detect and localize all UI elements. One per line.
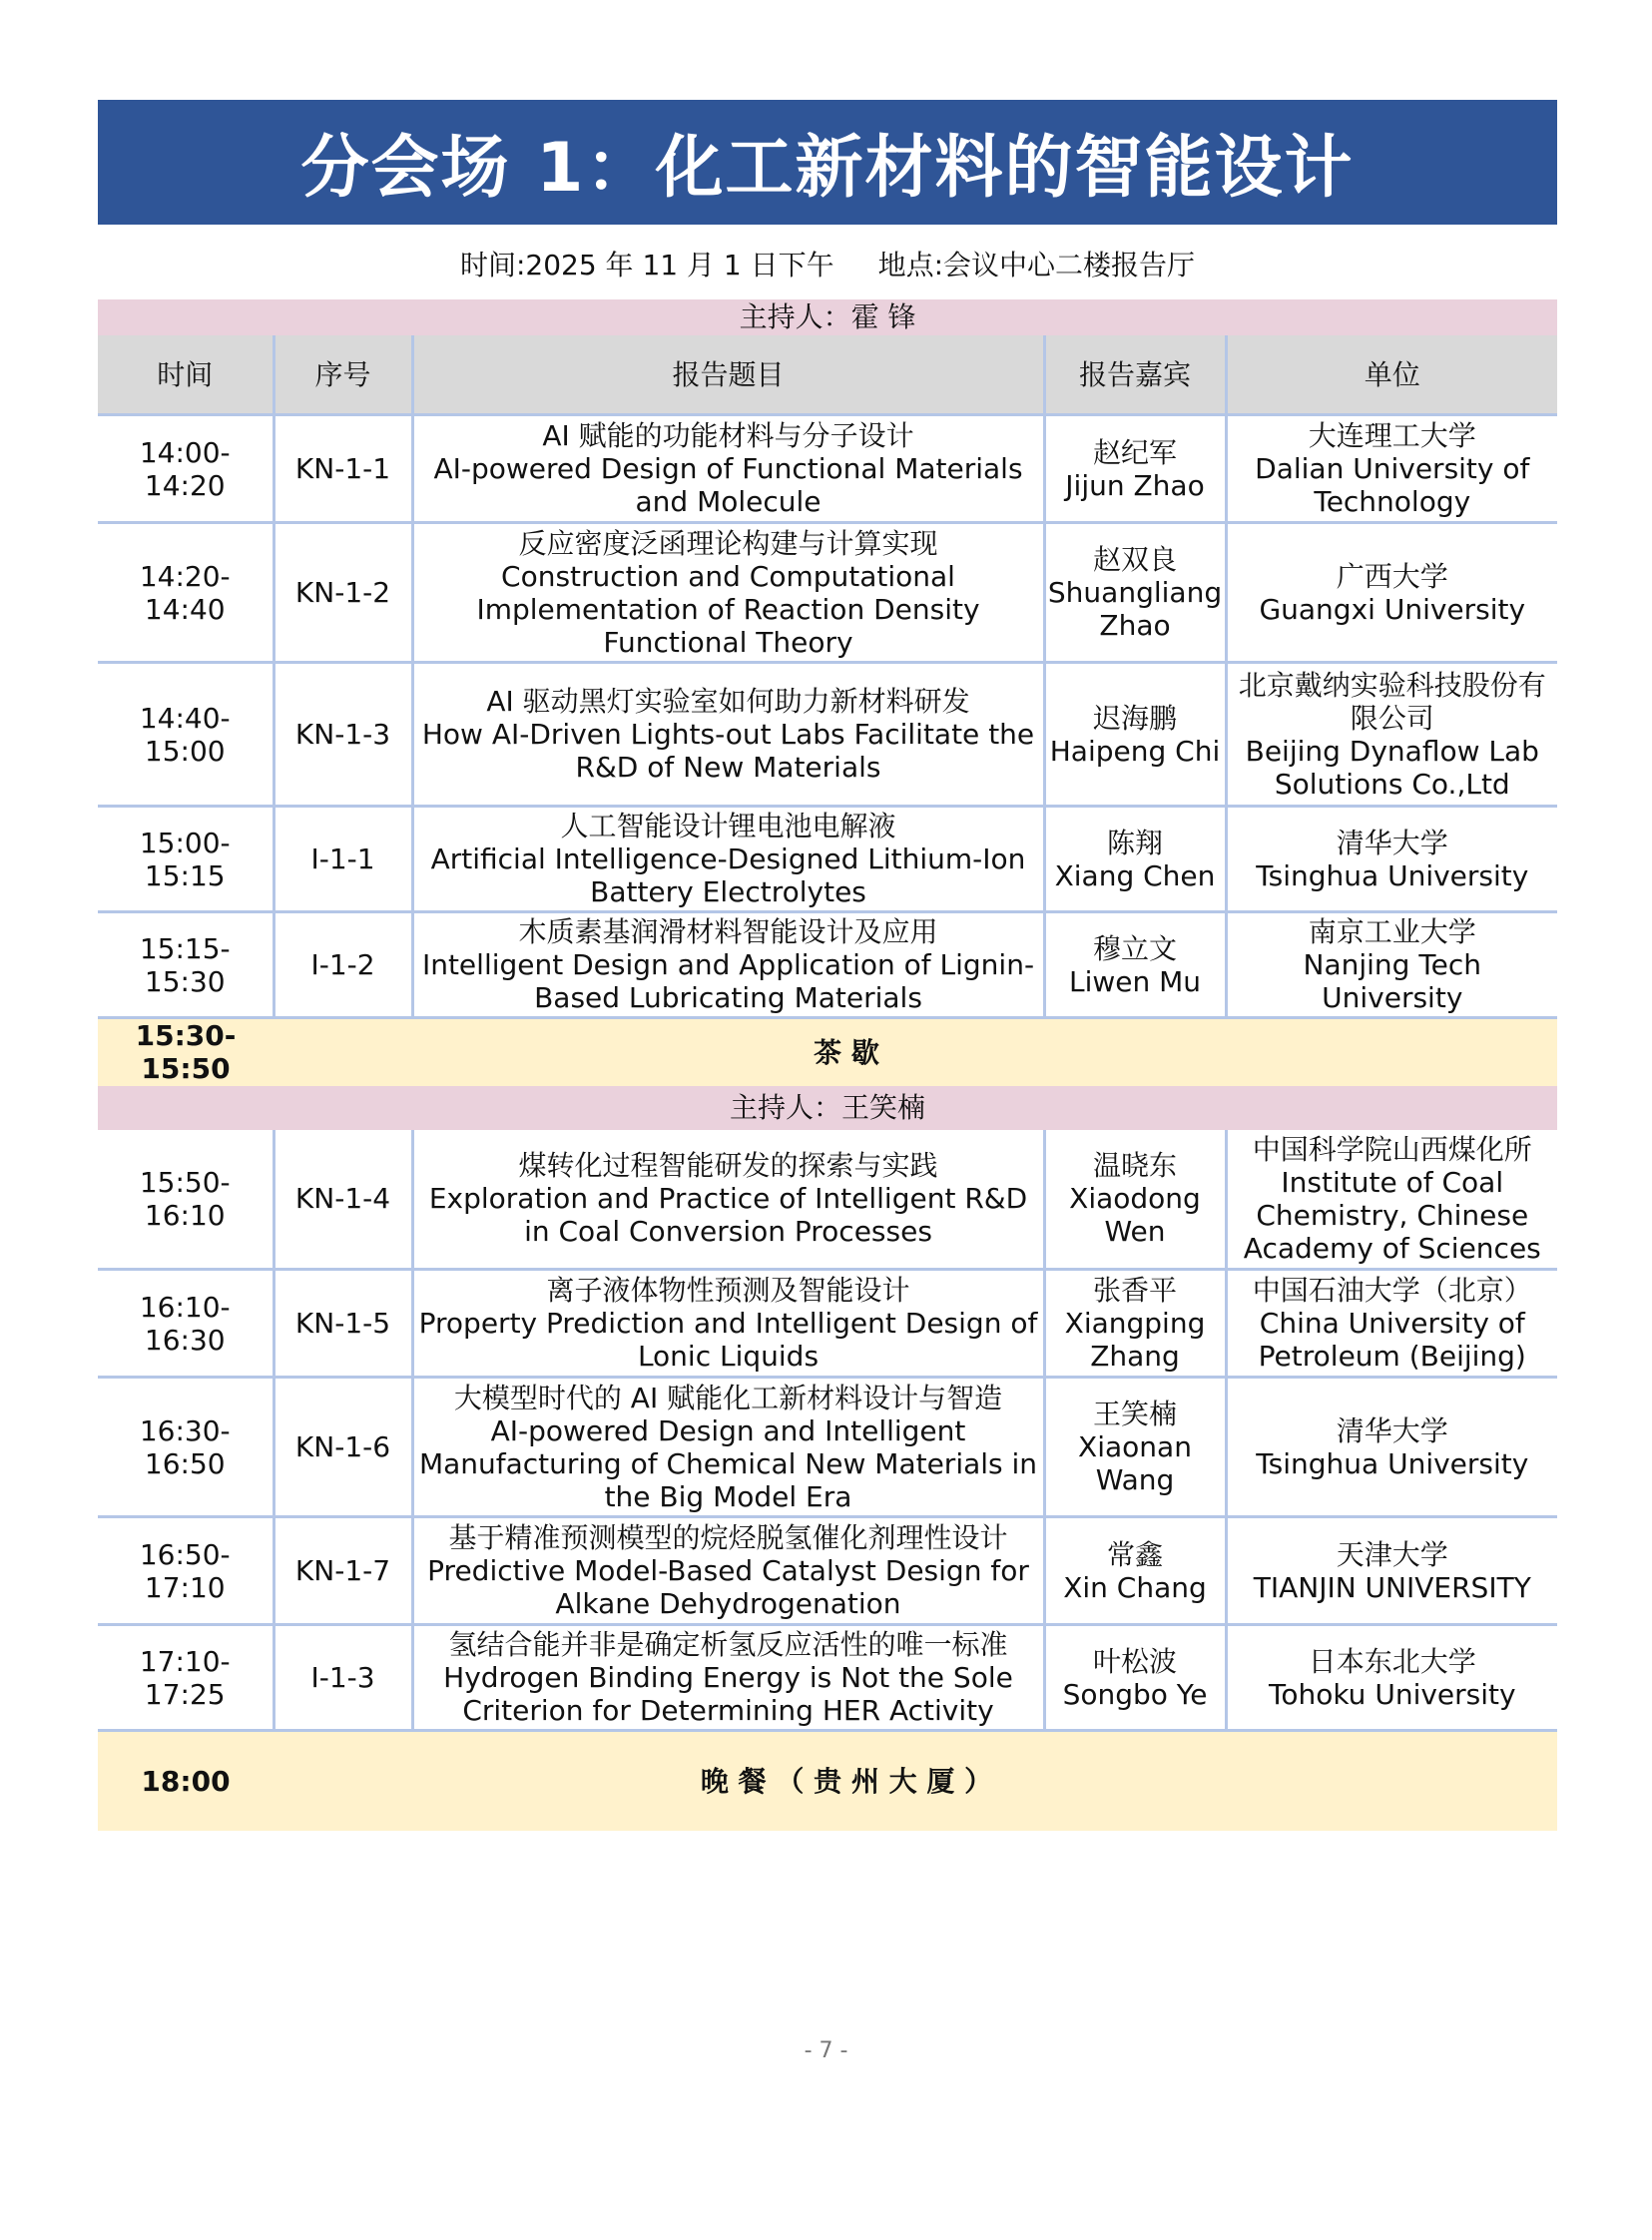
speaker-cn: 穆立文: [1092, 931, 1177, 965]
page-number: - 7 -: [804, 2038, 848, 2063]
table-row: [98, 1130, 1557, 1270]
talk-speaker: [1044, 1130, 1226, 1270]
session-info: [98, 244, 1557, 283]
affiliation-cn: 清华大学: [1336, 1413, 1448, 1447]
talk-time: [98, 1625, 274, 1731]
topic-cn: 煤转化过程智能研发的探索与实践: [518, 1149, 938, 1183]
affiliation-en: Tsinghua University: [1256, 858, 1529, 892]
affiliation-cn: 北京戴纳实验科技股份有限公司: [1238, 668, 1546, 735]
topic-en: Intelligent Design and Application of Lignin-Based Lubricating Materials: [421, 948, 1035, 1014]
talk-time: [98, 807, 274, 912]
table-row: [98, 415, 1557, 523]
time-text: 14:40- 15:00: [139, 701, 231, 768]
affiliation-cn: 日本东北大学: [1308, 1644, 1476, 1678]
affiliation-cn: 中国石油大学（北京）: [1252, 1274, 1532, 1307]
talk-speaker: [1044, 523, 1226, 663]
dinner-row: [98, 1731, 1557, 1831]
table-row: [98, 1625, 1557, 1731]
talk-affiliation: [1226, 1378, 1557, 1517]
header-affiliation: 单位: [1226, 335, 1557, 415]
talk-topic: [412, 663, 1044, 807]
topic-cn: 反应密度泛函理论构建与计算实现: [518, 526, 938, 560]
speaker-en: Songbo Ye: [1062, 1677, 1208, 1711]
topic-en: Hydrogen Binding Energy is Not the Sole Criterion for Determining HER Activity: [443, 1661, 1013, 1727]
talk-topic: [412, 1517, 1044, 1625]
topic-en: AI-powered Design and Intelligent Manufacturing of Chemical New Materials in the Big Model Era: [418, 1413, 1038, 1513]
affiliation-en: Beijing Dynaflow Lab Solutions Co.,Ltd: [1245, 734, 1539, 801]
header-row: [98, 335, 1557, 415]
topic-cn: 大模型时代的 AI 赋能化工新材料设计与智造: [453, 1381, 1003, 1414]
talk-time: [98, 523, 274, 663]
talk-time: [98, 912, 274, 1018]
speaker-cn: 迟海鹏: [1092, 701, 1177, 735]
time-text: 15:50- 16:10: [139, 1165, 231, 1232]
topic-en: Construction and Computational Implementation of Reaction Density Functional Theory: [476, 559, 980, 659]
talk-code: KN-1-7: [274, 1517, 412, 1625]
talk-speaker: [1044, 1270, 1226, 1378]
talk-affiliation: [1226, 1625, 1557, 1731]
topic-cn: 氢结合能并非是确定析氢反应活性的唯一标准: [448, 1628, 1008, 1661]
table-row: [98, 523, 1557, 663]
host-label: 主持人：霍 锋: [98, 299, 1557, 335]
talk-affiliation: [1226, 807, 1557, 912]
affiliation-cn: 南京工业大学: [1308, 915, 1476, 948]
topic-en: How AI-Driven Lights-out Labs Facilitate the R&D of New Materials: [421, 718, 1035, 784]
affiliation-cn: 广西大学: [1336, 559, 1448, 593]
talk-speaker: [1044, 415, 1226, 523]
speaker-cn: 叶松波: [1092, 1644, 1177, 1678]
time-text: 15:00- 15:15: [139, 826, 231, 892]
break-time: 18:00: [98, 1731, 274, 1831]
affiliation-en: Tohoku University: [1268, 1677, 1516, 1711]
affiliation-cn: 清华大学: [1336, 826, 1448, 859]
talk-speaker: [1044, 1378, 1226, 1517]
topic-cn: 基于精准预测模型的烷烃脱氢催化剂理性设计: [448, 1521, 1008, 1554]
talk-affiliation: [1226, 415, 1557, 523]
header-speaker: 报告嘉宾: [1044, 335, 1226, 415]
speaker-en: Xiaonan Wang: [1078, 1430, 1192, 1496]
time-text: 14:00- 14:20: [139, 435, 231, 502]
speaker-en: Jijun Zhao: [1065, 468, 1205, 502]
talk-affiliation: [1226, 1270, 1557, 1378]
talk-time: [98, 1130, 274, 1270]
talk-speaker: [1044, 912, 1226, 1018]
time-text: 17:10- 17:25: [139, 1644, 231, 1711]
talk-topic: [412, 1270, 1044, 1378]
affiliation-en: Tsinghua University: [1256, 1446, 1529, 1480]
talk-speaker: [1044, 1625, 1226, 1731]
talk-code: I-1-3: [274, 1625, 412, 1731]
speaker-en: Xiang Chen: [1054, 858, 1216, 892]
topic-cn: 人工智能设计锂电池电解液: [560, 810, 896, 842]
affiliation-cn: 天津大学: [1336, 1537, 1448, 1571]
speaker-cn: 温晓东: [1092, 1149, 1177, 1183]
time-text: 14:20- 14:40: [139, 559, 231, 626]
topic-en: Exploration and Practice of Intelligent R&D in Coal Conversion Processes: [428, 1182, 1028, 1249]
talk-code: KN-1-2: [274, 523, 412, 663]
talk-affiliation: [1226, 523, 1557, 663]
talk-code: I-1-1: [274, 807, 412, 912]
talk-affiliation: [1226, 1130, 1557, 1270]
table-row: [98, 1517, 1557, 1625]
talk-topic: [412, 807, 1044, 912]
speaker-cn: 赵纪军: [1092, 435, 1177, 469]
talk-topic: [412, 1378, 1044, 1517]
talk-code: KN-1-3: [274, 663, 412, 807]
talk-speaker: [1044, 807, 1226, 912]
host-row: [98, 299, 1557, 335]
header-time: 时间: [98, 335, 274, 415]
speaker-cn: 常鑫: [1106, 1537, 1163, 1571]
session-title-banner: [98, 100, 1557, 225]
speaker-en: Xin Chang: [1063, 1570, 1207, 1604]
table-row: [98, 663, 1557, 807]
session-time: 时间:2025 年 11 月 1 日下午: [459, 249, 834, 281]
session-location: 地点:会议中心二楼报告厅: [877, 249, 1196, 281]
talk-affiliation: [1226, 912, 1557, 1018]
table-row: [98, 1270, 1557, 1378]
talk-code: KN-1-4: [274, 1130, 412, 1270]
time-text: 16:50- 17:10: [139, 1537, 231, 1604]
affiliation-en: Dalian University of Technology: [1255, 452, 1530, 518]
talk-code: KN-1-5: [274, 1270, 412, 1378]
topic-cn: AI 赋能的功能材料与分子设计: [542, 419, 914, 452]
affiliation-cn: 中国科学院山西煤化所: [1252, 1132, 1532, 1166]
table-row: [98, 912, 1557, 1018]
affiliation-en: Guangxi University: [1259, 592, 1526, 626]
affiliation-en: Nanjing Tech University: [1303, 948, 1482, 1014]
schedule-table: [98, 299, 1557, 1831]
speaker-cn: 赵双良: [1092, 543, 1177, 576]
talk-time: [98, 1517, 274, 1625]
time-text: 15:15- 15:30: [139, 931, 231, 998]
talk-time: [98, 415, 274, 523]
speaker-en: Liwen Mu: [1068, 964, 1202, 998]
talk-topic: [412, 1130, 1044, 1270]
speaker-en: Shuangliang Zhao: [1047, 576, 1223, 642]
affiliation-en: Institute of Coal Chemistry, Chinese Academy of Sciences: [1243, 1165, 1541, 1265]
time-text: 16:10- 16:30: [139, 1290, 231, 1357]
talk-time: [98, 1270, 274, 1378]
host-label: 主持人：王笑楠: [98, 1086, 1557, 1130]
talk-code: KN-1-1: [274, 415, 412, 523]
talk-topic: [412, 523, 1044, 663]
topic-en: Predictive Model-Based Catalyst Design for Alkane Dehydrogenation: [427, 1554, 1029, 1620]
talk-speaker: [1044, 1517, 1226, 1625]
speaker-cn: 陈翔: [1106, 826, 1163, 859]
topic-cn: 离子液体物性预测及智能设计: [546, 1274, 910, 1307]
table-row: [98, 1378, 1557, 1517]
talk-topic: [412, 912, 1044, 1018]
speaker-en: Xiangping Zhang: [1064, 1307, 1206, 1373]
talk-topic: [412, 415, 1044, 523]
tea-break-row: [98, 1018, 1557, 1086]
speaker-cn: 王笑楠: [1092, 1398, 1177, 1430]
topic-en: Property Prediction and Intelligent Design of Lonic Liquids: [418, 1307, 1038, 1373]
host-row: [98, 1086, 1557, 1130]
talk-speaker: [1044, 663, 1226, 807]
topic-en: Artificial Intelligence-Designed Lithium-Ion Battery Electrolytes: [430, 842, 1026, 908]
header-code: 序号: [274, 335, 412, 415]
talk-affiliation: [1226, 663, 1557, 807]
affiliation-cn: 大连理工大学: [1308, 419, 1476, 452]
talk-time: [98, 663, 274, 807]
header-topic: 报告题目: [412, 335, 1044, 415]
topic-en: AI-powered Design of Functional Materials and Molecule: [433, 452, 1023, 518]
affiliation-en: TIANJIN UNIVERSITY: [1253, 1570, 1531, 1604]
speaker-en: Haipeng Chi: [1049, 734, 1221, 768]
break-label: 茶 歇: [274, 1018, 1557, 1086]
talk-time: [98, 1378, 274, 1517]
topic-cn: AI 驱动黑灯实验室如何助力新材料研发: [486, 685, 970, 718]
affiliation-en: China University of Petroleum (Beijing): [1258, 1307, 1526, 1373]
break-time: 15:30- 15:50: [98, 1018, 274, 1086]
talk-topic: [412, 1625, 1044, 1731]
speaker-en: Xiaodong Wen: [1069, 1182, 1201, 1249]
time-text: 16:30- 16:50: [139, 1413, 231, 1480]
talk-affiliation: [1226, 1517, 1557, 1625]
break-label: 晚 餐 （ 贵 州 大 厦 ）: [274, 1731, 1557, 1831]
talk-code: I-1-2: [274, 912, 412, 1018]
speaker-cn: 张香平: [1092, 1274, 1177, 1307]
session-title: 分会场 1：化工新材料的智能设计: [300, 129, 1355, 208]
talk-code: KN-1-6: [274, 1378, 412, 1517]
table-row: [98, 807, 1557, 912]
topic-cn: 木质素基润滑材料智能设计及应用: [518, 915, 938, 948]
